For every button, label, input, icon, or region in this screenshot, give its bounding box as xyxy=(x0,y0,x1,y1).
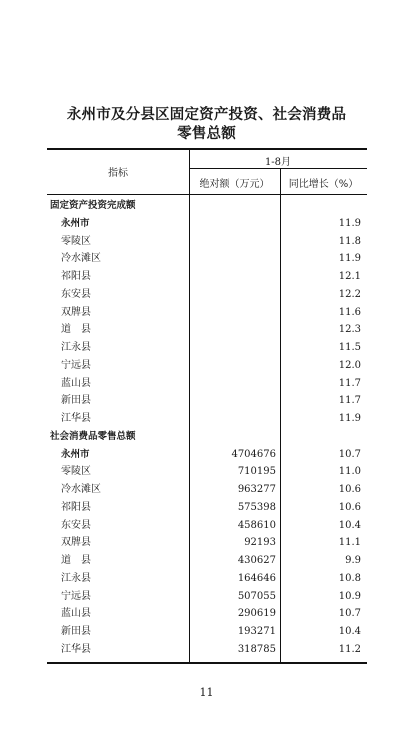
growth-cell: 12.1 xyxy=(338,271,361,282)
growth-cell: 10.7 xyxy=(338,448,361,460)
header-growth: 同比增长（%） xyxy=(288,179,359,190)
growth-cell: 11.7 xyxy=(338,395,361,407)
table-row xyxy=(47,268,367,286)
section-heading: 社会消费品零售总额 xyxy=(50,430,136,442)
row-label: 江永县 xyxy=(61,572,91,584)
table-row xyxy=(47,446,367,464)
row-label: 冷水滩区 xyxy=(61,253,101,265)
growth-cell: 12.3 xyxy=(338,324,361,336)
table-row xyxy=(47,339,367,357)
growth-cell: 12.0 xyxy=(338,359,361,371)
growth-cell: 10.4 xyxy=(338,519,361,531)
table-row xyxy=(47,641,367,659)
amount-cell: 430627 xyxy=(237,555,276,566)
table-row xyxy=(47,304,367,322)
growth-cell: 10.7 xyxy=(338,608,361,620)
amount-cell: 458610 xyxy=(237,519,276,531)
amount-cell: 4704676 xyxy=(231,448,276,460)
growth-cell: 10.4 xyxy=(338,626,361,637)
page-number: 11 xyxy=(199,686,214,699)
growth-cell: 11.9 xyxy=(338,217,361,229)
table-row xyxy=(47,215,367,233)
row-label: 双牌县 xyxy=(61,537,91,549)
amount-cell: 193271 xyxy=(237,626,276,637)
row-label: 零陵区 xyxy=(61,235,91,247)
table-row xyxy=(47,392,367,410)
row-label: 宁远县 xyxy=(61,590,91,602)
table-row xyxy=(47,250,367,268)
growth-cell: 11.5 xyxy=(338,342,361,353)
growth-cell: 11.6 xyxy=(338,306,361,318)
row-label: 江华县 xyxy=(61,643,91,655)
row-label: 江华县 xyxy=(61,413,91,424)
growth-cell: 11.8 xyxy=(338,235,361,247)
row-label: 祁阳县 xyxy=(61,271,91,282)
amount-cell: 963277 xyxy=(237,484,276,495)
table-row xyxy=(47,428,367,446)
row-label: 永州市 xyxy=(61,448,90,460)
title-line-1: 永州市及分县区固定资产投资、社会消费品 xyxy=(66,107,347,123)
growth-cell: 11.9 xyxy=(338,413,361,424)
growth-cell: 11.1 xyxy=(338,537,361,549)
amount-cell: 318785 xyxy=(237,643,276,655)
table-row xyxy=(47,375,367,393)
header-period: 1-8月 xyxy=(264,157,292,168)
amount-cell: 575398 xyxy=(237,501,276,513)
amount-cell: 290619 xyxy=(237,608,276,620)
amount-cell: 164646 xyxy=(237,572,276,584)
table-row xyxy=(47,481,367,499)
table-row xyxy=(47,534,367,552)
header-amount: 绝对额（万元） xyxy=(199,179,270,190)
amount-cell: 92193 xyxy=(244,537,276,549)
row-label: 蓝山县 xyxy=(61,377,91,389)
page-title xyxy=(0,106,413,144)
table-row xyxy=(47,410,367,428)
growth-cell: 11.7 xyxy=(338,377,361,389)
table-row xyxy=(47,357,367,375)
table-top-rule xyxy=(47,148,367,150)
row-label: 东安县 xyxy=(61,288,91,300)
growth-cell: 10.6 xyxy=(338,501,361,513)
growth-cell: 11.2 xyxy=(338,643,361,655)
header-indicator: 指标 xyxy=(108,168,128,179)
row-label: 冷水滩区 xyxy=(61,484,101,495)
table-row xyxy=(47,552,367,570)
table-row xyxy=(47,570,367,588)
row-label: 蓝山县 xyxy=(61,608,91,620)
table-row xyxy=(47,286,367,304)
growth-cell: 10.9 xyxy=(338,590,361,602)
header-bottom-rule xyxy=(47,194,367,195)
growth-cell: 11.0 xyxy=(338,466,361,478)
row-label: 道 县 xyxy=(61,324,91,336)
table-row xyxy=(47,233,367,251)
row-label: 祁阳县 xyxy=(61,501,91,513)
table-row xyxy=(47,321,367,339)
row-label: 江永县 xyxy=(61,342,91,353)
row-label: 道 县 xyxy=(61,555,91,566)
row-label: 新田县 xyxy=(61,626,91,637)
table-row xyxy=(47,623,367,641)
row-label: 零陵区 xyxy=(61,466,91,478)
row-label: 永州市 xyxy=(61,217,90,229)
table-row xyxy=(47,463,367,481)
title-line-2: 零售总额 xyxy=(177,126,236,142)
row-label: 新田县 xyxy=(61,395,91,407)
growth-cell: 11.9 xyxy=(338,253,361,265)
growth-cell: 12.2 xyxy=(338,288,361,300)
section-heading: 固定资产投资完成额 xyxy=(50,200,136,211)
table-row xyxy=(47,499,367,517)
growth-cell: 9.9 xyxy=(345,555,361,566)
table-row xyxy=(47,588,367,606)
amount-cell: 710195 xyxy=(237,466,276,478)
row-label: 东安县 xyxy=(61,519,91,531)
row-label: 宁远县 xyxy=(61,359,91,371)
row-label: 双牌县 xyxy=(61,306,91,318)
table-row xyxy=(47,605,367,623)
growth-cell: 10.8 xyxy=(338,572,361,584)
table-row xyxy=(47,517,367,535)
growth-cell: 10.6 xyxy=(338,484,361,495)
table-bottom-rule xyxy=(47,662,367,664)
table-row xyxy=(47,197,367,215)
amount-cell: 507055 xyxy=(237,590,276,602)
period-underline xyxy=(189,168,367,169)
